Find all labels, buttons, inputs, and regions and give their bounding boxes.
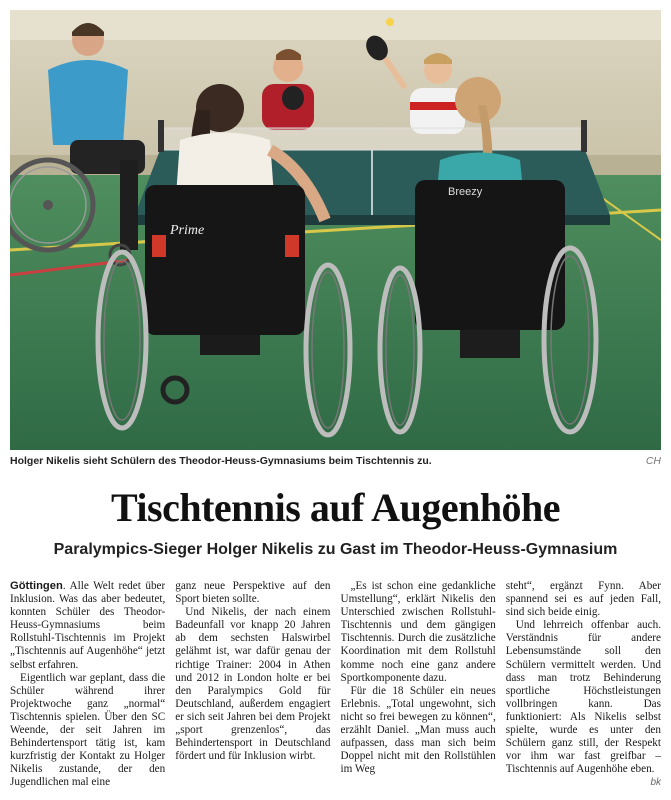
paragraph-text: . Alle Welt redet über Inklusion. Was das aber bedeutet, konnten Schüler des Theodor-Heuss-Gymnasiums beim Rollstuhl-Tischtennis im Projekt „Tischtennis auf Augenhöhe“ jetzt selbst erfahren. [10, 580, 166, 671]
paragraph: Und lehrreich offenbar auch. Verständnis für andere Lebensumstände soll den Schülern vermittelt werden. Und dass man trotz Behinderung sportliche Höchstleistungen vollbringen kann. Das funktioniert: Als Nikelis selbst spielte, wurde es unter den Schülern ganz still, der Respekt vor ihm war fast greifbar – Tischtennis auf Augenhöhe eben. [505, 619, 661, 776]
ball [386, 18, 394, 26]
article-column-1 [10, 580, 165, 792]
paragraph: steht“, ergänzt Fynn. Aber spannend sei es auf jeden Fall, sind sich beide einig. [505, 580, 661, 619]
article-column-4 [506, 580, 661, 792]
author-initials: bk [650, 777, 661, 789]
article-body [10, 580, 661, 792]
paragraph [10, 580, 165, 672]
photo-caption: Holger Nikelis sieht Schülern des Theodor-Heuss-Gymnasiums beim Tischtennis zu. [10, 455, 432, 467]
paragraph: Eigentlich war geplant, dass die Schüler während ihrer Projektwoche ganz „normal“ Tischtennis spielen. Über den SC Weende, der seit Jahren im Behindertensport tätig ist, kam kurzfristig der Kontakt zu Holger Nikelis zustande, der den Jugendlichen mal eine [10, 671, 166, 789]
paragraph: ganz neue Perspektive auf den Sport bieten sollte. [175, 580, 331, 606]
article-column-2 [175, 580, 330, 792]
photo-credit: CH [645, 455, 661, 467]
article-column-3 [341, 580, 496, 792]
photo-caption-row [10, 455, 661, 471]
dateline: Göttingen [10, 580, 63, 592]
paragraph: „Es ist schon eine gedankliche Umstellung“, erklärt Nikelis den Unterschied zwischen Rollstuhl-Tischtennis und dem gängigen Tischtennis. Durch die zusätzliche Koordination mit dem Rollstuhl komme noch eine ganz andere Sportkomponente dazu. [340, 580, 496, 684]
wheelchair-brand-left: Prime [170, 223, 205, 238]
wheelchair-brand-right: Breezy [448, 186, 483, 198]
article-photo [10, 10, 661, 450]
article-subheadline: Paralympics-Sieger Holger Nikelis zu Gast im Theodor-Heuss-Gymnasium [53, 541, 618, 558]
wheelchair-table-tennis-photo [10, 10, 661, 450]
paragraph: Und Nikelis, der nach einem Badeunfall vor knapp 20 Jahren ab dem sechsten Halswirbel gelähmt ist, war dafür genau der richtige Trainer: 2004 in Athen und 2012 in London holte er bei den Paralympics Gold für Deutschland, außerdem engagiert er sich seit Jahren bei dem Projekt „sport grenzenlos“, das Behindertensport in Deutschland fördert und für Inklusion wirbt. [175, 606, 331, 763]
paragraph: Für die 18 Schüler ein neues Erlebnis. „Total ungewohnt, sich nicht so frei bewegen zu können“, erzählt Daniel. „Man muss auch aufpassen, dass man sich beim Doppel nicht mit den Rollstühlen im Weg [340, 684, 496, 776]
article-headline: Tischtennis auf Augenhöhe [110, 485, 561, 530]
